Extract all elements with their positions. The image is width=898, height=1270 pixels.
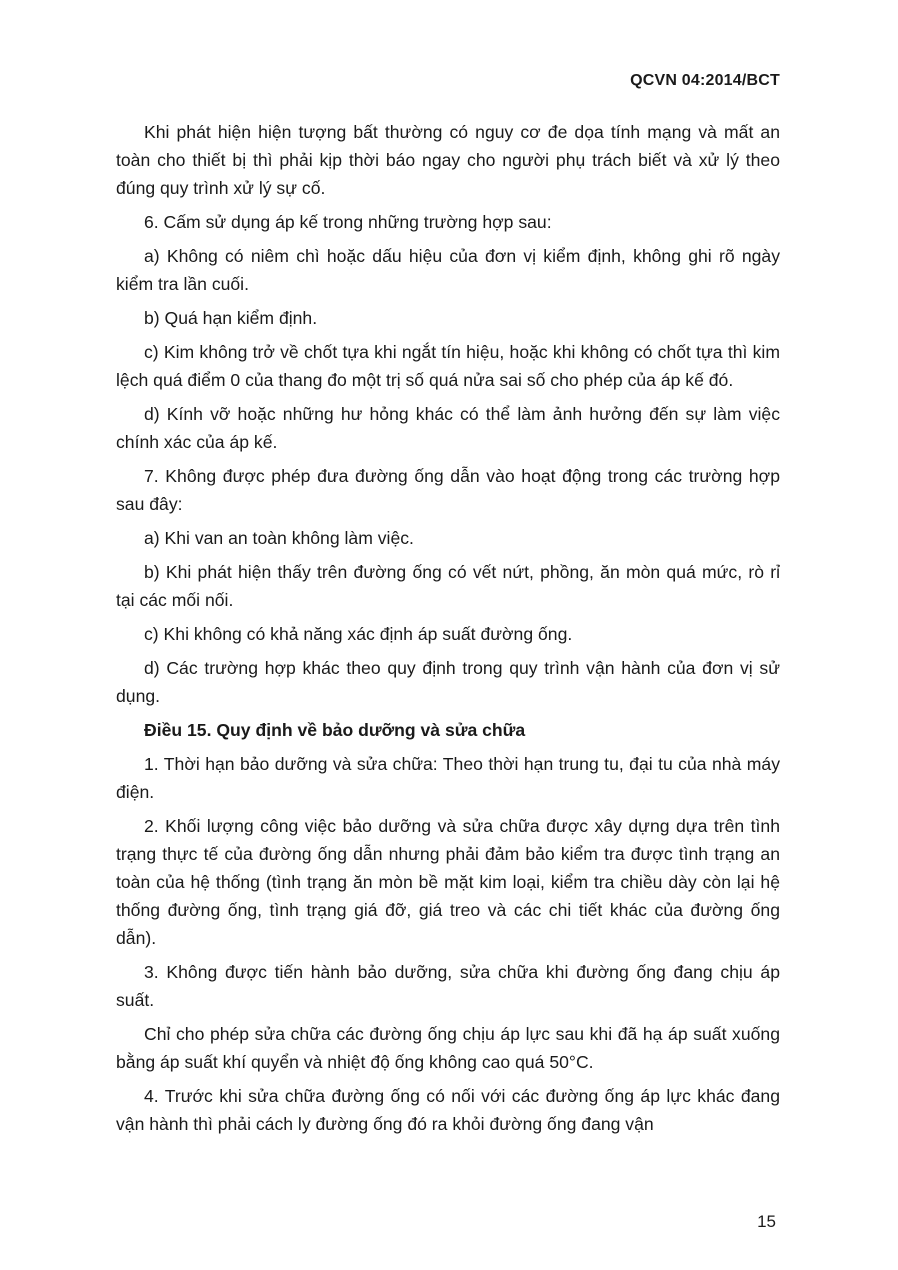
paragraph: 7. Không được phép đưa đường ống dẫn vào hoạt động trong các trường hợp sau đây: [116,466,780,514]
paragraph: b) Khi phát hiện thấy trên đường ống có vết nứt, phồng, ăn mòn quá mức, rò rỉ tại các mối nối. [116,562,780,610]
standard-code: QCVN 04:2014/BCT [630,72,780,89]
paragraph: Khi phát hiện hiện tượng bất thường có nguy cơ đe dọa tính mạng và mất an toàn cho thiết bị thì phải kịp thời báo ngay cho người phụ trách biết và xử lý theo đúng quy trình xử lý sự cố. [116,122,780,198]
paragraph: a) Không có niêm chì hoặc dấu hiệu của đơn vị kiểm định, không ghi rõ ngày kiểm tra lần cuối. [116,246,780,294]
paragraph: d) Các trường hợp khác theo quy định trong quy trình vận hành của đơn vị sử dụng. [116,658,780,706]
paragraph: d) Kính vỡ hoặc những hư hỏng khác có thể làm ảnh hưởng đến sự làm việc chính xác của áp kế. [116,404,780,452]
paragraph: b) Quá hạn kiểm định. [144,308,318,328]
paragraph: c) Khi không có khả năng xác định áp suất đường ống. [144,624,573,644]
paragraph: 2. Khối lượng công việc bảo dưỡng và sửa chữa được xây dựng dựa trên tình trạng thực tế của đường ống dẫn nhưng phải đảm bảo kiểm tra được tình trạng an toàn của hệ thống (tình trạng ăn mòn bề mặt kim loại, kiểm tra chiều dày còn lại hệ thống đường ống, tình trạng giá đỡ, giá treo và các chi tiết khác của đường ống dẫn). [116,816,780,948]
paragraph: c) Kim không trở về chốt tựa khi ngắt tín hiệu, hoặc khi không có chốt tựa thì kim lệch quá điểm 0 của thang đo một trị số quá nửa sai số cho phép của áp kế đó. [116,342,780,390]
page-number: 15 [757,1212,776,1231]
paragraph: 1. Thời hạn bảo dưỡng và sửa chữa: Theo thời hạn trung tu, đại tu của nhà máy điện. [116,754,780,802]
paragraph: 6. Cấm sử dụng áp kế trong những trường hợp sau: [144,212,552,232]
paragraph: Chỉ cho phép sửa chữa các đường ống chịu áp lực sau khi đã hạ áp suất xuống bằng áp suất khí quyển và nhiệt độ ống không cao quá 50°C. [116,1024,780,1072]
paragraph: 3. Không được tiến hành bảo dưỡng, sửa chữa khi đường ống đang chịu áp suất. [116,962,780,1010]
paragraph: 4. Trước khi sửa chữa đường ống có nối với các đường ống áp lực khác đang vận hành thì phải cách ly đường ống đó ra khỏi đường ống đang vận [116,1086,780,1134]
document-body [116,118,780,1144]
paragraph: a) Khi van an toàn không làm việc. [144,528,414,548]
article-heading: Điều 15. Quy định về bảo dưỡng và sửa chữa [144,720,526,740]
